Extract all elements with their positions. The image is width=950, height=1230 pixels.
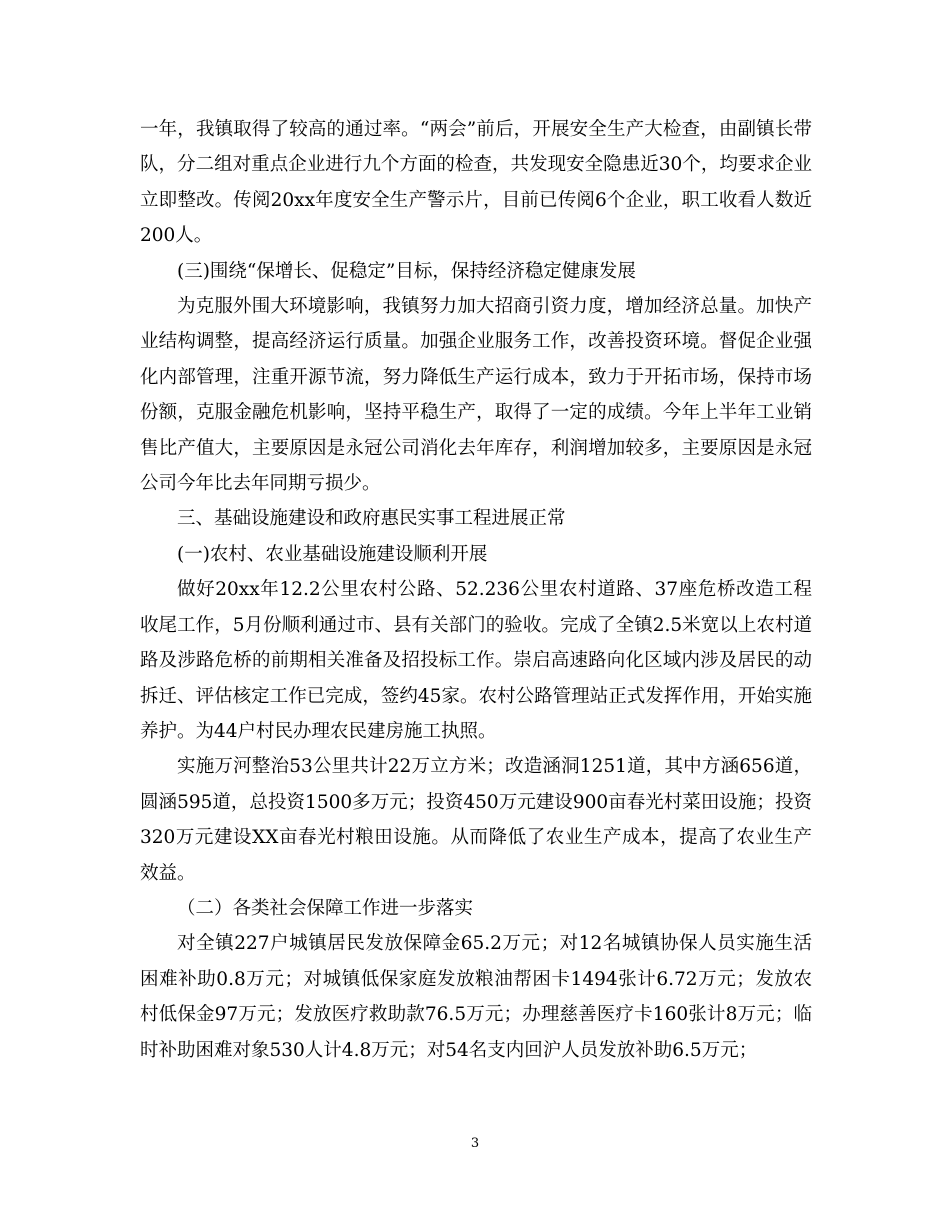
paragraph-social-security: 对全镇227户城镇居民发放保障金65.2万元；对12名城镇协保人员实施生活困难补助0.8万元；对城镇低保家庭发放粮油帮困卡1494张计6.72万元；发放农村低保金97万元；发放医疗救助款76.5万元；办理慈善医疗卡160张计8万元；临时补助困难对象530人计4.8万元；对54名支内回沪人员发放补助6.5万元； (140, 933, 812, 1061)
page-number: 3 (470, 1136, 480, 1151)
paragraph-economic-development: 为克服外围大环境影响，我镇努力加大招商引资力度，增加经济总量。加快产业结构调整，提高经济运行质量。加强企业服务工作，改善投资环境。督促企业强化内部管理，注重开源节流，努力降低生产运行成本，致力于开拓市场，保持市场份额，克服金融危机影响，坚持平稳生产，取得了一定的成绩。今年上半年工业销售比产值大，主要原因是永冠公司消化去年库存，利润增加较多，主要原因是永冠公司今年比去年同期亏损少。 (140, 296, 812, 495)
paragraph-safety-inspection: 一年，我镇取得了较高的通过率。“两会”前后，开展安全生产大检查，由副镇长带队，分二组对重点企业进行九个方面的检查，共发现安全隐患近30个，均要求企业立即整改。传阅20xx年度安全生产警示片，目前已传阅6个企业，职工收看人数近200人。 (140, 119, 812, 247)
paragraph-river-culverts: 实施万河整治53公里共计22万立方米；改造涵洞1251道，其中方涵656道，圆涵595道，总投资1500多万元；投资450万元建设900亩春光村菜田设施；投资320万元建设XX亩春光村粮田设施。从而降低了农业生产成本，提高了农业生产效益。 (140, 756, 812, 884)
document-body (140, 112, 812, 1068)
paragraph-rural-roads: 做好20xx年12.2公里农村公路、52.236公里农村道路、37座危桥改造工程收尾工作，5月份顺利通过市、县有关部门的验收。完成了全镇2.5米宽以上农村道路及涉路危桥的前期相关准备及招投标工作。崇启高速路向化区域内涉及居民的动拆迁、评估核定工作已完成，签约45家。农村公路管理站正式发挥作用，开始实施养护。为44户村民办理农民建房施工执照。 (140, 579, 812, 742)
heading-infrastructure: 三、基础设施建设和政府惠民实事工程进展正常 (177, 508, 566, 530)
heading-rural-infrastructure: (一)农村、农业基础设施建设顺利开展 (177, 543, 488, 565)
heading-economic-stability: (三)围绕“保增长、促稳定”目标，保持经济稳定健康发展 (177, 260, 636, 282)
heading-social-security: （二）各类社会保障工作进一步落实 (177, 897, 474, 919)
